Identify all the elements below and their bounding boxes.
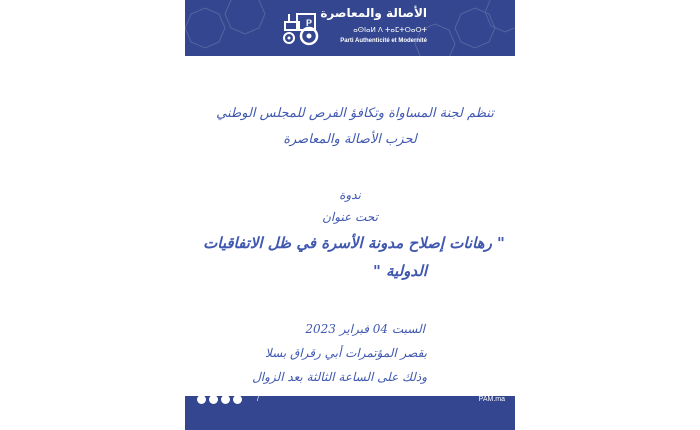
party-logo xyxy=(277,4,427,52)
social-handle: / xyxy=(257,396,259,403)
invitation-body xyxy=(185,56,515,396)
invitation-page xyxy=(185,0,515,430)
event-time: وذلك على الساعة الثالثة بعد الزوال xyxy=(252,370,427,384)
topic-line-2: الدولية " xyxy=(372,262,427,280)
youtube-icon[interactable] xyxy=(233,395,242,404)
event-date: السبت 04 فبراير 2023 xyxy=(305,322,425,336)
footer-banner xyxy=(185,396,515,430)
website-link[interactable]: PAM.ma xyxy=(478,396,505,403)
event-venue: بقصر المؤتمرات أبي رقراق بسلا xyxy=(264,346,427,360)
organizer-line-1: تنظم لجنة المساواة وتكافؤ الفرص للمجلس الوطني xyxy=(216,106,494,121)
organizer-line-2: لحزب الأصالة والمعاصرة xyxy=(283,132,417,147)
brand-name-tifinagh: ⴰⵙⵏⴰⵍ ⴷ ⵜⴰⵎⵜⵔⴰⵔⵜ xyxy=(353,26,427,34)
header-banner xyxy=(185,0,515,56)
brand-name-arabic: الأصالة والمعاصرة xyxy=(320,6,427,20)
instagram-icon[interactable] xyxy=(209,395,218,404)
facebook-icon[interactable] xyxy=(197,395,206,404)
social-icons xyxy=(197,396,242,404)
brand-name-french: Parti Authenticité et Modernité xyxy=(340,38,427,44)
event-type: ندوة xyxy=(339,188,361,202)
topic-line-1: " رهانات إصلاح مدونة الأسرة في ظل الاتفاقيات xyxy=(203,234,505,252)
tractor-badge-letter: P xyxy=(306,18,313,28)
under-title-label: تحت عنوان xyxy=(322,210,378,224)
twitter-icon[interactable] xyxy=(221,395,230,404)
